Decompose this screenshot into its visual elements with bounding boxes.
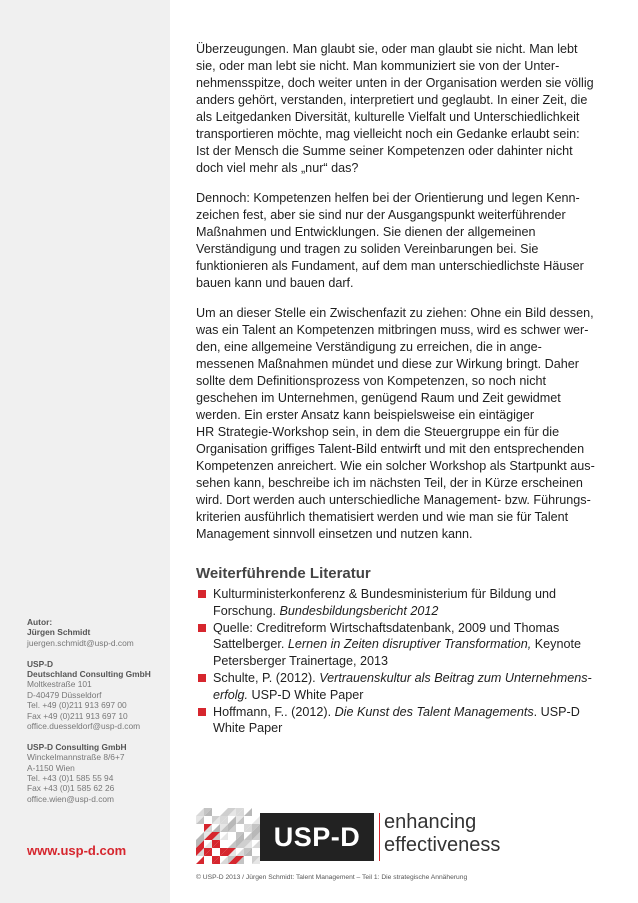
office-at-email[interactable]: office.wien@usp-d.com [27, 793, 115, 804]
mosaic-logo-icon [196, 808, 260, 864]
body-line: anders gehört, verstanden, interpretiert und geglaubt. In einer Zeit, die [196, 93, 588, 107]
body-line: bauen kann und bauen darf. [196, 276, 354, 290]
mosaic-tile [212, 824, 220, 832]
literature-text: Keynote [531, 637, 581, 652]
body-line: Kompetenzen anreichert. Wie ein solcher Workshop als Startpunkt aus- [196, 459, 595, 473]
mosaic-tile [220, 808, 228, 816]
body-line: was ein Talent an Kompetenzen mitbringen muss, wird es schwer wer- [196, 323, 589, 337]
body-line: doch viel mehr als „nur“ das? [196, 161, 359, 175]
mosaic-tile [196, 832, 204, 840]
literature-line [213, 687, 608, 704]
body-paragraph [196, 190, 608, 292]
office-de-street: Moltkestraße 101 [27, 679, 92, 690]
office-at-city: A-1150 Wien [27, 762, 75, 773]
body-paragraph [196, 305, 608, 543]
literature-line [213, 636, 608, 653]
literature-text: Petersberger Trainertage, 2013 [213, 654, 389, 669]
body-line: Maßnahmen und Entwicklungen. Sie dienen der allgemeinen [196, 225, 536, 239]
square-bullet-icon [198, 674, 206, 682]
square-bullet-icon [198, 590, 206, 598]
literature-text: Forschung. [213, 603, 280, 618]
square-bullet-icon [198, 708, 206, 716]
mosaic-tile [228, 816, 236, 824]
literature-heading: Weiterführende Literatur [196, 565, 371, 582]
mosaic-tile [228, 840, 236, 848]
literature-line [213, 586, 608, 603]
literature-title: erfolg. [213, 687, 249, 702]
office-de-tel: Tel. +49 (0)211 913 697 00 [27, 700, 127, 711]
mosaic-tile [204, 840, 212, 848]
author-label: Autor: [27, 617, 53, 627]
website-link[interactable]: www.usp-d.com [27, 843, 127, 858]
body-line: Um an dieser Stelle ein Zwischenfazit zu ziehen: Ohne ein Bild dessen, [196, 306, 594, 320]
logo-tagline-line2: effectiveness [384, 834, 501, 856]
literature-text: Hoffmann, F.. (2012). [213, 704, 335, 719]
logo-divider [379, 813, 380, 861]
body-line: Dennoch: Kompetenzen helfen bei der Orientierung und legen Kenn- [196, 191, 580, 205]
body-line: sie, oder man lebt sie nicht. Man kommuniziert sie von der Unter- [196, 59, 560, 73]
literature-item [196, 620, 608, 670]
body-line: Organisation griffiges Talent-Bild entwirft und mit den entsprechenden [196, 442, 585, 456]
literature-line [213, 603, 608, 620]
mosaic-tile [244, 832, 252, 840]
body-line: sollte dem Definitionsprozess von Kompetenzen, so noch nicht [196, 374, 547, 388]
author-email[interactable]: juergen.schmidt@usp-d.com [27, 637, 134, 648]
contact-block [27, 617, 167, 804]
body-line: sehen kann, beschreibe ich im nächsten Teil, der in Kürze erscheinen [196, 476, 583, 490]
literature-text: Quelle: Creditreform Wirtschaftsdatenbank, 2009 und Thomas [213, 620, 560, 635]
body-line: Überzeugungen. Man glaubt sie, oder man glaubt sie nicht. Man lebt [196, 42, 578, 56]
office-at-tel: Tel. +43 (0)1 585 55 94 [27, 773, 114, 784]
literature-line [213, 620, 608, 637]
literature-text: . USP-D [533, 704, 580, 719]
literature-text: White Paper [213, 721, 283, 736]
body-text [196, 41, 608, 543]
mosaic-tile [196, 856, 204, 864]
body-line: den, eine allgemeine Verständigung zu erreichen, die in ange- [196, 340, 542, 354]
literature-line [213, 670, 608, 687]
mosaic-tile [252, 840, 260, 848]
literature-text: Schulte, P. (2012). [213, 670, 320, 685]
author-name: Jürgen Schmidt [27, 627, 91, 638]
literature-title: Bundesbildungsbericht 2012 [279, 603, 439, 618]
mosaic-tile [196, 808, 204, 816]
literature-text: Kulturministerkonferenz & Bundesministerium für Bildung und [213, 587, 556, 601]
literature-item [196, 704, 608, 738]
body-line: kriterien ausführlich thematisiert werden und wie man sie für Talent [196, 510, 569, 524]
body-line: als Leitgedanken Diversität, kulturelle Vielfalt und Unterschiedlichkeit [196, 110, 580, 124]
literature-item [196, 586, 608, 620]
mosaic-tile [252, 816, 260, 824]
office-de-name-line1: USP-D [27, 658, 54, 669]
literature-text: USP-D White Paper [248, 687, 364, 702]
body-line: Management sinnvoll einsetzen und nutzen kann. [196, 527, 473, 541]
body-line: HR Strategie-Workshop sein, in dem die Steuergruppe ein für die [196, 425, 560, 439]
body-paragraph [196, 41, 608, 177]
body-line: Ist der Mensch die Summe seiner Kompetenzen oder dahinter nicht [196, 144, 573, 158]
page-footer: © USP-D 2013 / Jürgen Schmidt: Talent Management – Teil 1: Die strategische Annäherung [196, 874, 468, 881]
office-de-email[interactable]: office.duesseldorf@usp-d.com [27, 721, 141, 732]
mosaic-tile [244, 808, 252, 816]
office-at-name: USP-D Consulting GmbH [27, 741, 127, 752]
office-at-fax: Fax +43 (0)1 585 62 26 [27, 783, 115, 794]
body-line: werden. Ein erster Ansatz kann beispielsweise ein eintägiger [196, 408, 535, 422]
literature-line [213, 653, 608, 670]
logo-tagline-line1: enhancing [384, 811, 477, 833]
mosaic-tile [236, 848, 244, 856]
usp-d-logo [196, 808, 616, 864]
office-de-fax: Fax +49 (0)211 913 697 10 [27, 710, 128, 721]
body-line: geschehen im Unternehmen, genügend Raum und Zeit gewidmet [196, 391, 561, 405]
literature-line [213, 720, 608, 737]
literature-item [196, 670, 608, 704]
body-line: transportieren möchte, mag vielleicht noch ein Gedanke erlaubt sein: [196, 127, 580, 141]
body-line: Verständigung und tragen zu soliden Vereinbarungen bei. Sie [196, 242, 539, 256]
body-line: messenen Maßnahmen mündet und diese zur Wirkung bringt. Daher [196, 357, 579, 371]
body-line: funktionieren als Fundament, auf dem man unterschiedlichste Häuser [196, 259, 584, 273]
body-line: wird. Dort werden auch unterschiedliche Management- bzw. Führungs- [196, 493, 591, 507]
mosaic-tile [220, 832, 228, 840]
literature-list [196, 586, 608, 737]
mosaic-tile [220, 856, 228, 864]
body-line: zeichen fest, aber sie sind nur der Ausgangspunkt weiterführender [196, 208, 566, 222]
literature-title: Vertrauenskultur als Beitrag zum Unternehmens- [319, 670, 592, 685]
office-de-city: D-40479 Düsseldorf [27, 689, 102, 700]
literature-text: Sattelberger. [213, 637, 288, 652]
body-line: nehmensspitze, doch weiter unten in der Organisation werden sie völlig [196, 76, 594, 90]
logo-wordmark-box [260, 813, 374, 861]
literature-title: Lernen in Zeiten disruptiver Transformation, [287, 637, 532, 652]
logo-tagline [384, 811, 500, 857]
literature-title: Die Kunst des Talent Managements [334, 704, 534, 719]
office-at-street: Winckelmannstraße 8/6+7 [27, 752, 125, 763]
office-de-name-line2: Deutschland Consulting GmbH [27, 669, 151, 680]
logo-wordmark: USP-D [273, 822, 361, 852]
literature-line [213, 704, 608, 721]
square-bullet-icon [198, 624, 206, 632]
